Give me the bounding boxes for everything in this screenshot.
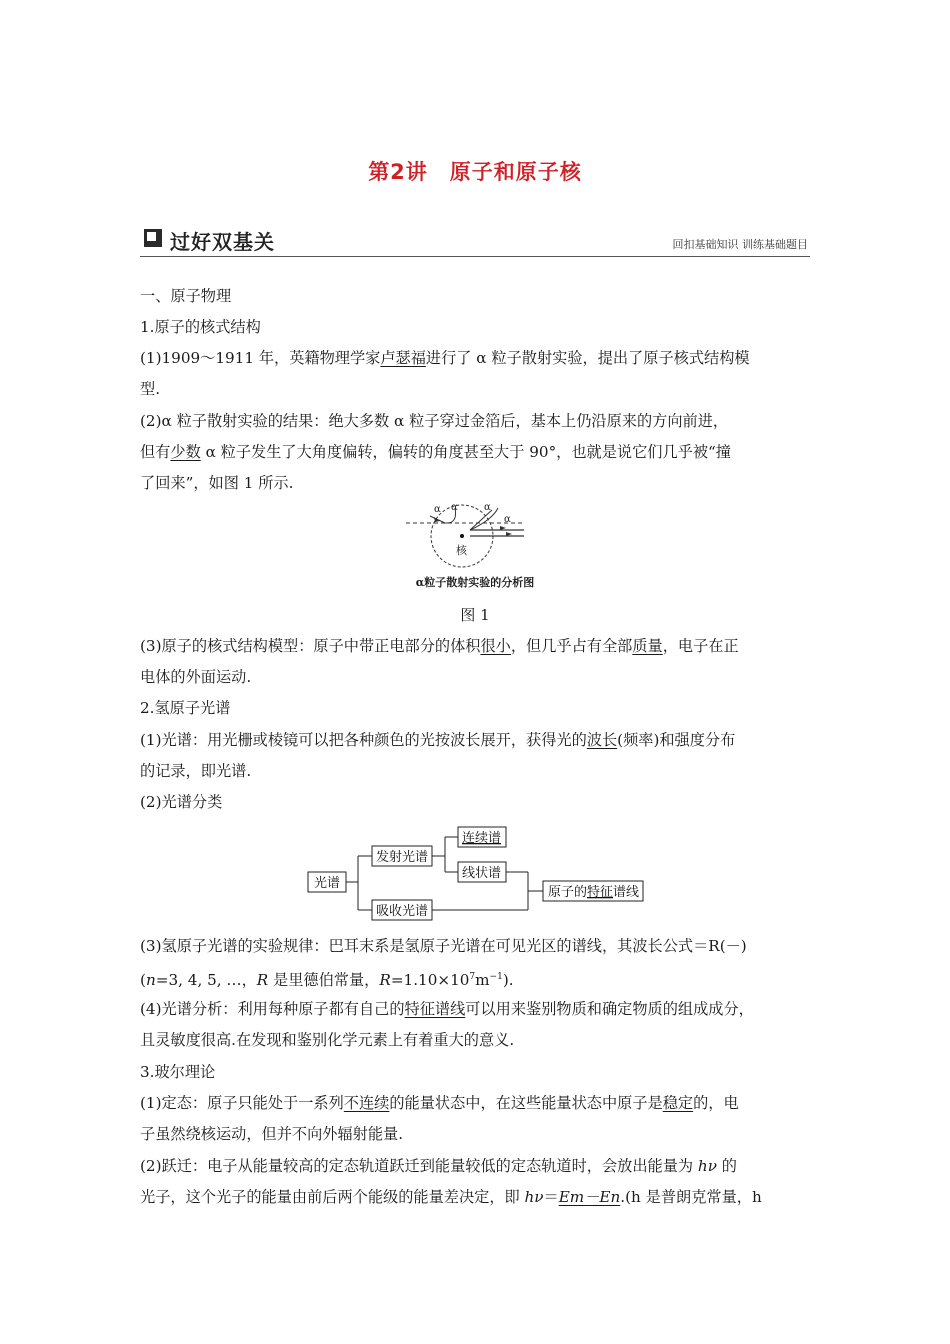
node-characteristic (548, 884, 639, 900)
alpha-label: α (434, 504, 441, 515)
text: n (145, 971, 156, 990)
paragraph-line: 且灵敏度很高.在发现和鉴别化学元素上有着重大的意义. (140, 1031, 515, 1049)
text: =1.10×10 (390, 971, 470, 990)
text: 的能量状态中，在这些能量状态中原子是 (389, 1094, 663, 1112)
heading-bohr-theory: 3.玻尔理论 (140, 1063, 216, 1081)
text: 的 (716, 1157, 737, 1175)
text: ( (140, 971, 146, 990)
text: 但有 (140, 443, 171, 461)
alpha-label: α (504, 514, 511, 525)
section-square-icon (144, 229, 162, 247)
paragraph-line (140, 967, 812, 990)
node-absorption: 吸收光谱 (376, 904, 429, 919)
text: (1)定态：原子只能处于一系列 (140, 1094, 344, 1112)
paragraph-line (140, 1156, 812, 1176)
text: ＝ (543, 1188, 559, 1206)
text: R (379, 971, 391, 990)
paragraph-line: (3)氢原子光谱的实验规律：巴耳末系是氢原子光谱在可见光区的谱线，其波长公式＝R(－) (140, 937, 747, 955)
paragraph-line: 子虽然绕核运动，但并不向外辐射能量. (140, 1125, 404, 1143)
node-spectrum: 光谱 (314, 876, 341, 891)
text: 光子，这个光子的能量由前后两个能级的能量差决定，即 (140, 1188, 525, 1206)
paragraph-line: (2)α 粒子散射实验的结果：绝大多数 α 粒子穿过金箔后，基本上仍沿原来的方向前进， (140, 412, 729, 430)
paragraph-line (140, 730, 812, 750)
answer-underline: 质量 (632, 637, 663, 655)
heading-atomic-physics: 一、原子物理 (140, 287, 232, 305)
paragraph-line (140, 442, 812, 462)
heading-nuclear-structure: 1.原子的核式结构 (140, 318, 261, 336)
paragraph-line: (2)光谱分类 (140, 793, 223, 811)
spectrum-classification-diagram (300, 820, 650, 930)
answer-underline: 特征 (587, 885, 614, 900)
answer-underline: 卢瑟福 (380, 349, 426, 367)
text: α 粒子发生了大角度偏转，偏转的角度甚至大于 90°，也就是说它们几乎被“撞 (200, 443, 731, 461)
paragraph-line (140, 1093, 812, 1113)
paragraph-line (140, 1187, 812, 1207)
answer-underline: 稳定 (662, 1094, 694, 1112)
paragraph-line (140, 348, 812, 368)
text: (2)跃迁：电子从能量较高的定态轨道跃迁到能量较低的定态轨道时，会放出能量为 (140, 1157, 698, 1175)
alpha-label: α (484, 502, 491, 513)
section-title: 过好双基关 (170, 230, 275, 254)
text: ). (502, 971, 514, 990)
figure-caption: 图 1 (460, 606, 490, 624)
text: ，电子在正 (662, 637, 739, 655)
paragraph-line: 电体的外面运动. (140, 668, 252, 686)
heading-hydrogen-spectrum: 2.氢原子光谱 (140, 699, 231, 717)
answer-underline: 很小 (480, 637, 511, 655)
paragraph-line (140, 999, 812, 1019)
text: R (256, 971, 269, 990)
nucleus-label: 核 (456, 544, 467, 557)
node-emission: 发射光谱 (376, 850, 429, 865)
text: 原子的 (548, 885, 588, 900)
node-line: 线状谱 (462, 866, 502, 881)
section-subtitle: 回扣基础知识 训练基础题目 (672, 238, 808, 251)
alpha-label: α (451, 502, 458, 513)
text: =3, 4, 5, …， (155, 971, 257, 990)
answer-underline: 不连续 (343, 1094, 390, 1112)
text: 是里德伯常量， (268, 971, 380, 990)
paragraph-line (140, 636, 812, 656)
text: m (475, 971, 490, 990)
answer-underline: 波长 (586, 731, 618, 749)
text: 的，电 (693, 1094, 739, 1112)
section-header (140, 226, 810, 257)
text: hν (524, 1188, 544, 1206)
text: hν (697, 1157, 717, 1175)
text: (1)1909～1911 年，英籍物理学家 (140, 349, 381, 367)
text: ，但几乎占有全部 (510, 637, 633, 655)
answer-underline: Em－En (558, 1188, 621, 1206)
text: (频率)和强度分布 (617, 731, 736, 749)
text: 可以用来鉴别物质和确定物质的组成成分， (465, 1000, 754, 1018)
figure-subtitle: α粒子散射实验的分析图 (415, 576, 535, 589)
text: 进行了 α 粒子散射实验，提出了原子核式结构模 (425, 349, 750, 367)
text: (1)光谱：用光栅或棱镜可以把各种颜色的光按波长展开，获得光的 (140, 731, 587, 749)
node-continuous: 连续谱 (462, 831, 502, 846)
text: .(h 是普朗克常量，h (620, 1188, 762, 1206)
text: (3)原子的核式结构模型：原子中带正电部分的体积 (140, 637, 481, 655)
text: (4)光谱分析：利用每种原子都有自己的 (140, 1000, 405, 1018)
text: 谱线 (613, 885, 640, 900)
answer-underline: 少数 (170, 443, 201, 461)
text: −1 (489, 972, 503, 982)
text: 7 (469, 972, 476, 982)
paragraph-line: 了回来”，如图 1 所示. (140, 474, 294, 492)
page-title: 第2讲 原子和原子核 (368, 160, 582, 184)
paragraph-line: 型. (140, 380, 161, 398)
paragraph-line: 的记录，即光谱. (140, 762, 252, 780)
answer-underline: 特征谱线 (404, 1000, 466, 1018)
